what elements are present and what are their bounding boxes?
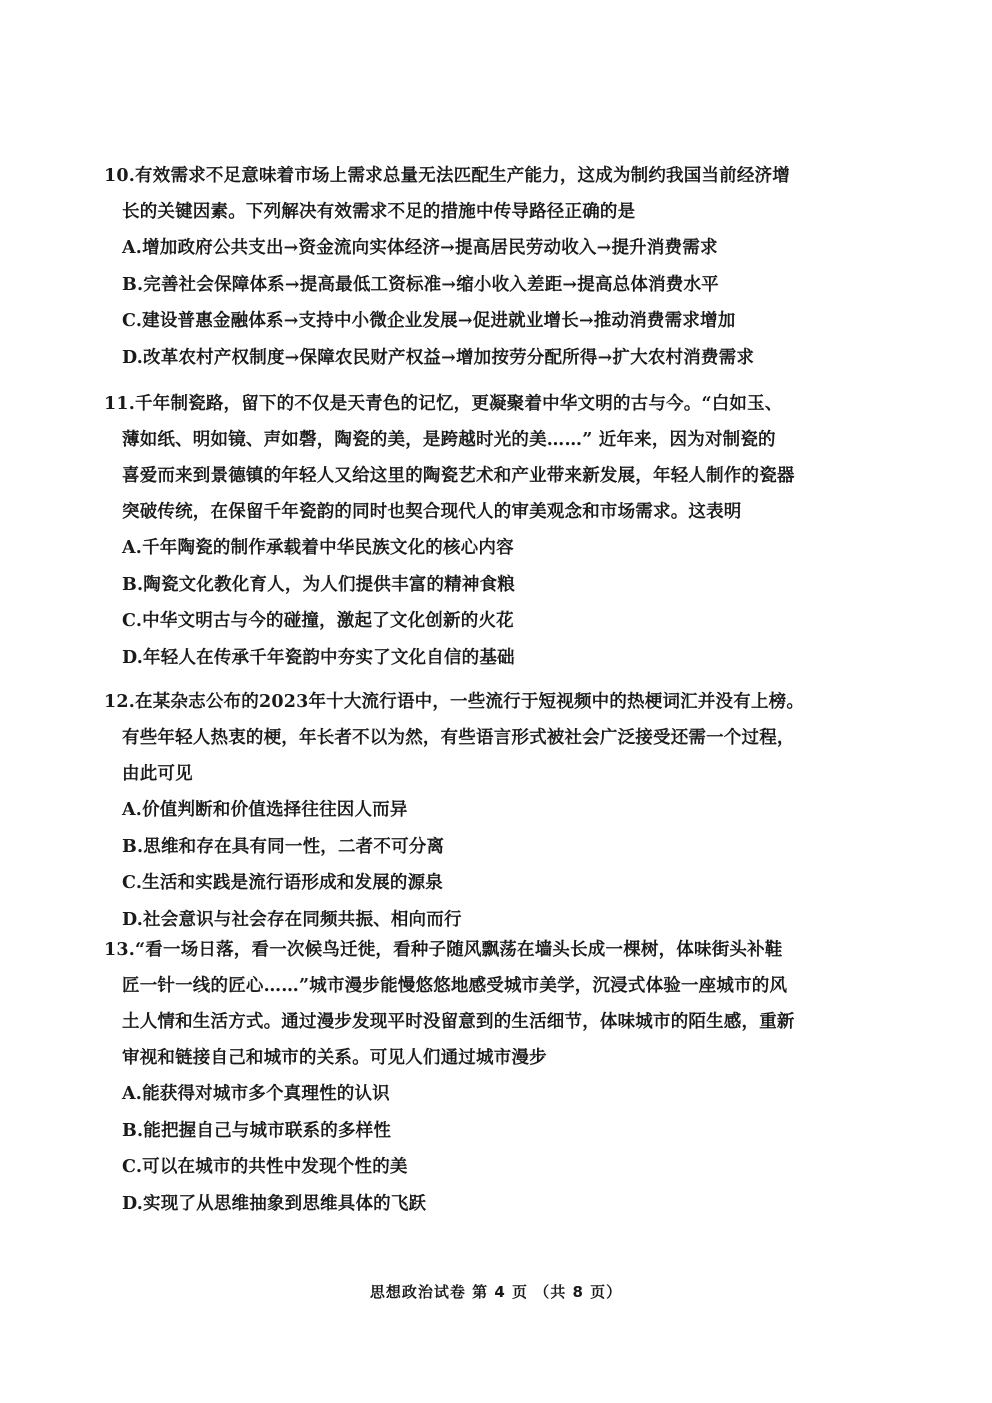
- question-stem-line: 11.千年制瓷路，留下的不仅是天青色的记忆，更凝聚着中华文明的古与今。“白如玉、: [104, 394, 783, 414]
- option-d: D.改革农村产权制度→保障农民财产权益→增加按劳分配所得→扩大农村消费需求: [122, 347, 755, 368]
- option-c: C.建设普惠金融体系→支持中小微企业发展→促进就业增长→推动消费需求增加: [122, 311, 736, 331]
- question-stem-line: 薄如纸、明如镜、声如磬，陶瓷的美，是跨越时光的美……” 近年来，因为对制瓷的: [122, 430, 776, 450]
- page-footer: 思想政治试卷 第 4 页 （共 8 页）: [369, 1283, 623, 1301]
- question-stem-line: 有些年轻人热衷的梗，年长者不以为然，有些语言形式被社会广泛接受还需一个过程，: [122, 728, 795, 748]
- question-10: [104, 158, 864, 376]
- option-b: B.能把握自己与城市联系的多样性: [122, 1120, 392, 1141]
- question-stem-line: 12.在某杂志公布的2023年十大流行语中，一些流行于短视频中的热梗词汇并没有上榜。: [104, 692, 805, 712]
- option-c: C.可以在城市的共性中发现个性的美: [122, 1157, 408, 1177]
- option-a: A.价值判断和价值选择往往因人而异: [122, 800, 408, 820]
- question-11: [104, 386, 864, 676]
- question-stem-line: 审视和链接自己和城市的关系。可见人们通过城市漫步: [122, 1048, 547, 1068]
- option-b: B.陶瓷文化教化育人，为人们提供丰富的精神食粮: [122, 574, 515, 595]
- question-stem-line: 突破传统，在保留千年瓷韵的同时也契合现代人的审美观念和市场需求。这表明: [122, 502, 742, 522]
- option-d: D.年轻人在传承千年瓷韵中夯实了文化自信的基础: [122, 647, 515, 668]
- question-stem-line: 由此可见: [122, 764, 193, 784]
- option-b: B.思维和存在具有同一性，二者不可分离: [122, 836, 445, 857]
- option-b: B.完善社会保障体系→提高最低工资标准→缩小收入差距→提高总体消费水平: [122, 274, 719, 295]
- question-12: [104, 684, 864, 938]
- question-stem-line: 长的关键因素。下列解决有效需求不足的措施中传导路径正确的是: [122, 202, 636, 222]
- question-stem-line: 喜爱而来到景德镇的年轻人又给这里的陶瓷艺术和产业带来新发展，年轻人制作的瓷器: [122, 466, 795, 486]
- option-c: C.中华文明古与今的碰撞，激起了文化创新的火花: [122, 611, 514, 631]
- option-a: A.能获得对城市多个真理性的认识: [122, 1084, 390, 1104]
- question-stem-line: 土人情和生活方式。通过漫步发现平时没留意到的生活细节，体味城市的陌生感，重新: [122, 1012, 795, 1032]
- question-stem-line: 匠一针一线的匠心……”城市漫步能慢悠悠地感受城市美学，沉浸式体验一座城市的风: [122, 976, 788, 996]
- option-a: A.千年陶瓷的制作承载着中华民族文化的核心内容: [122, 538, 514, 558]
- question-stem-line: 10.有效需求不足意味着市场上需求总量无法匹配生产能力，这成为制约我国当前经济增: [104, 166, 790, 186]
- option-d: D.社会意识与社会存在同频共振、相向而行: [122, 909, 462, 930]
- question-stem-line: 13.“看一场日落，看一次候鸟迁徙，看种子随风飘荡在墙头长成一棵树，体味街头补鞋: [104, 940, 783, 960]
- question-13: [104, 932, 864, 1222]
- option-d: D.实现了从思维抽象到思维具体的飞跃: [122, 1193, 427, 1214]
- option-a: A.增加政府公共支出→资金流向实体经济→提高居民劳动收入→提升消费需求: [122, 238, 718, 258]
- option-c: C.生活和实践是流行语形成和发展的源泉: [122, 873, 444, 893]
